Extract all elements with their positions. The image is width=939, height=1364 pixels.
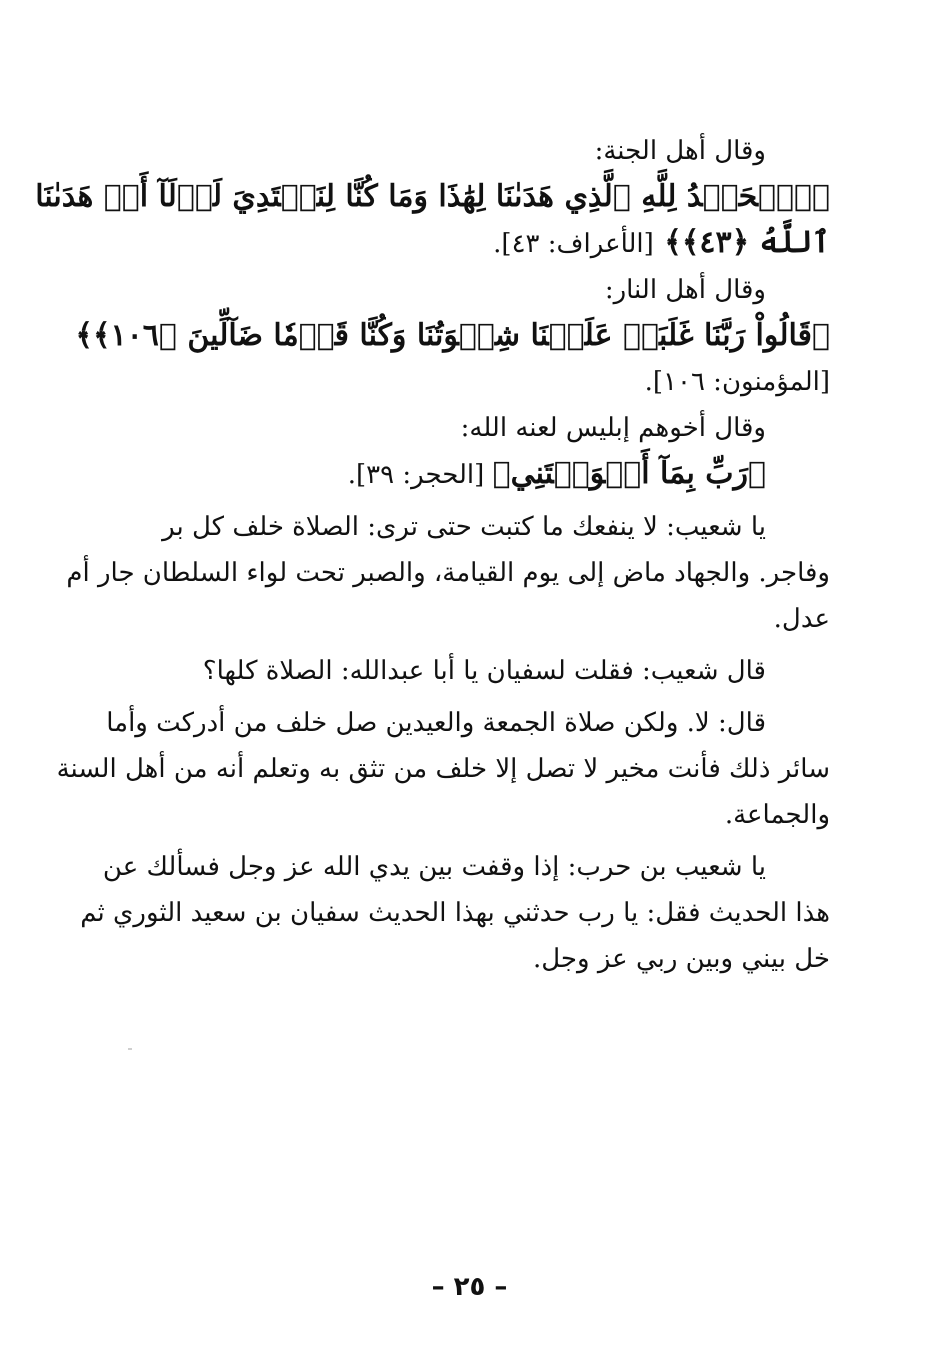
verse-aaraf-line-2-text: ٱللَّهُ ﴿٤٣﴾﴾ [664,225,830,260]
intro-iblis: وقال أخوهم إبليس لعنه الله: [460,413,766,443]
paragraph-line: يا شعيب بن حرب: إذا وقفت بين يدي الله عز وجل فسألك عن [102,852,766,882]
paragraph-line: والجماعة. [724,800,830,830]
paragraph-line: وفاجر. والجهاد ماض إلى يوم القيامة، والصبر تحت لواء السلطان جار أم [66,558,830,588]
paragraph-shuayb-question [112,648,830,694]
verse-aaraf-reference: [الأعراف: ٤٣]. [493,229,654,259]
paragraph-sufyan-answer [56,700,830,838]
verse-aaraf-line-1: ﴿ٱلۡحَمۡدُ لِلَّهِ ٱلَّذِي هَدَىٰنَا لِهَٰذَا وَمَا كُنَّا لِنَهۡتَدِيَ لَوۡلَآ أَنۡ هَدَىٰنَا [35,179,830,214]
intro-fire: وقال أهل النار: [604,275,766,305]
verse-hijr-line [112,451,830,498]
paragraph-line: قال شعيب: فقلت لسفيان يا أبا عبدالله: الصلاة كلها؟ [202,656,766,686]
paragraph-line: خل بيني وبين ربي عز وجل. [532,944,830,974]
paragraph-line: قال: لا. ولكن صلاة الجمعة والعيدين صل خلف من أدركت وأما [106,708,766,738]
verse-muminun-line-1: ﴿قَالُواْ رَبَّنَا غَلَبَتۡ عَلَيۡنَا شِقۡوَتُنَا وَكُنَّا قَوۡمٗا ضَآلِّينَ ﴿١٠٦﴾﴾ [75,318,830,353]
verse-hijr: ﴿رَبِّ بِمَآ أَغۡوَيۡتَنِي﴾ [492,456,766,491]
paragraph-line: هذا الحديث فقل: يا رب حدثني بهذا الحديث سفيان بن سعيد الثوري ثم [80,898,830,928]
paragraph-shuayb-1 [66,504,830,642]
scan-speck [128,1048,132,1050]
paragraph-line: عدل. [773,604,830,634]
verse-aaraf [35,174,830,267]
verse-hijr-reference: [الحجر: ٣٩]. [347,460,485,490]
verse-muminun [75,313,830,359]
paragraph-shuayb-ibn-harb [80,844,830,982]
intro-heaven: وقال أهل الجنة: [594,136,766,166]
page-body [35,128,830,982]
paragraph-line: يا شعيب: لا ينفعك ما كتبت حتى ترى: الصلاة خلف كل بر [162,512,766,542]
paragraph-line: سائر ذلك فأنت مخير لا تصل إلا خلف من تثق به وتعلم أنه من أهل السنة [56,754,830,784]
page-number: – ٢٥ – [431,1272,508,1302]
verse-muminun-reference: [المؤمنون: ١٠٦]. [644,367,830,397]
verse-aaraf-line-2 [112,220,830,267]
